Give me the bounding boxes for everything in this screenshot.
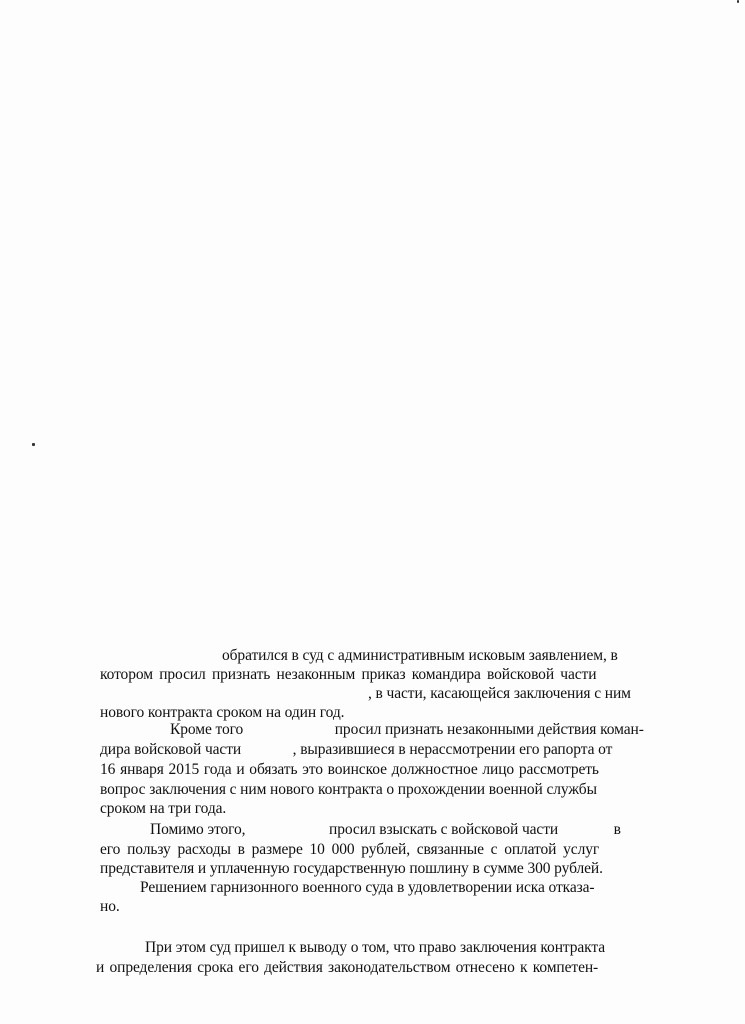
- paragraph-1-line-1: обратился в суд с административным исковым заявлением, в: [222, 647, 618, 664]
- paragraph-2-line-4: вопрос заключения с ним нового контракта о прохождении военной службы: [100, 781, 597, 798]
- paragraph-3-line-4: Решением гарнизонного военного суда в удовлетворении иска отказа-: [140, 879, 595, 896]
- paragraph-2-line-5: сроком на три года.: [100, 800, 227, 817]
- scan-speck: [32, 443, 35, 446]
- paragraph-2-line-2: дира войсковой части , выразившиеся в нерассмотрении его рапорта от: [100, 741, 613, 758]
- paragraph-4-line-1: При этом суд пришел к выводу о том, что право заключения контракта: [145, 939, 606, 956]
- paragraph-3-line-1: Помимо этого, просил взыскать с войсковой части в: [150, 821, 621, 838]
- paragraph-1-line-3: , в части, касающейся заключения с ним: [368, 685, 631, 702]
- paragraph-3-line-2: его пользу расходы в размере 10 000 рублей, связанные с оплатой услуг: [100, 841, 600, 858]
- paragraph-2-line-1: Кроме того просил признать незаконными действия коман-: [170, 721, 644, 738]
- paragraph-1-line-4: нового контракта сроком на один год.: [100, 704, 345, 721]
- paragraph-3-line-5: но.: [100, 898, 120, 915]
- paragraph-4-line-2: и определения срока его действия законодательством отнесено к компетен-: [96, 959, 599, 976]
- scan-speck: [737, 0, 739, 3]
- paragraph-1-line-2: котором просил признать незаконным приказ командира войсковой части: [100, 666, 597, 683]
- paragraph-2-line-3: 16 января 2015 года и обязать это воинское должностное лицо рассмотреть: [100, 761, 599, 778]
- paragraph-3-line-3: представителя и уплаченную государственную пошлину в сумме 300 рублей.: [100, 860, 603, 877]
